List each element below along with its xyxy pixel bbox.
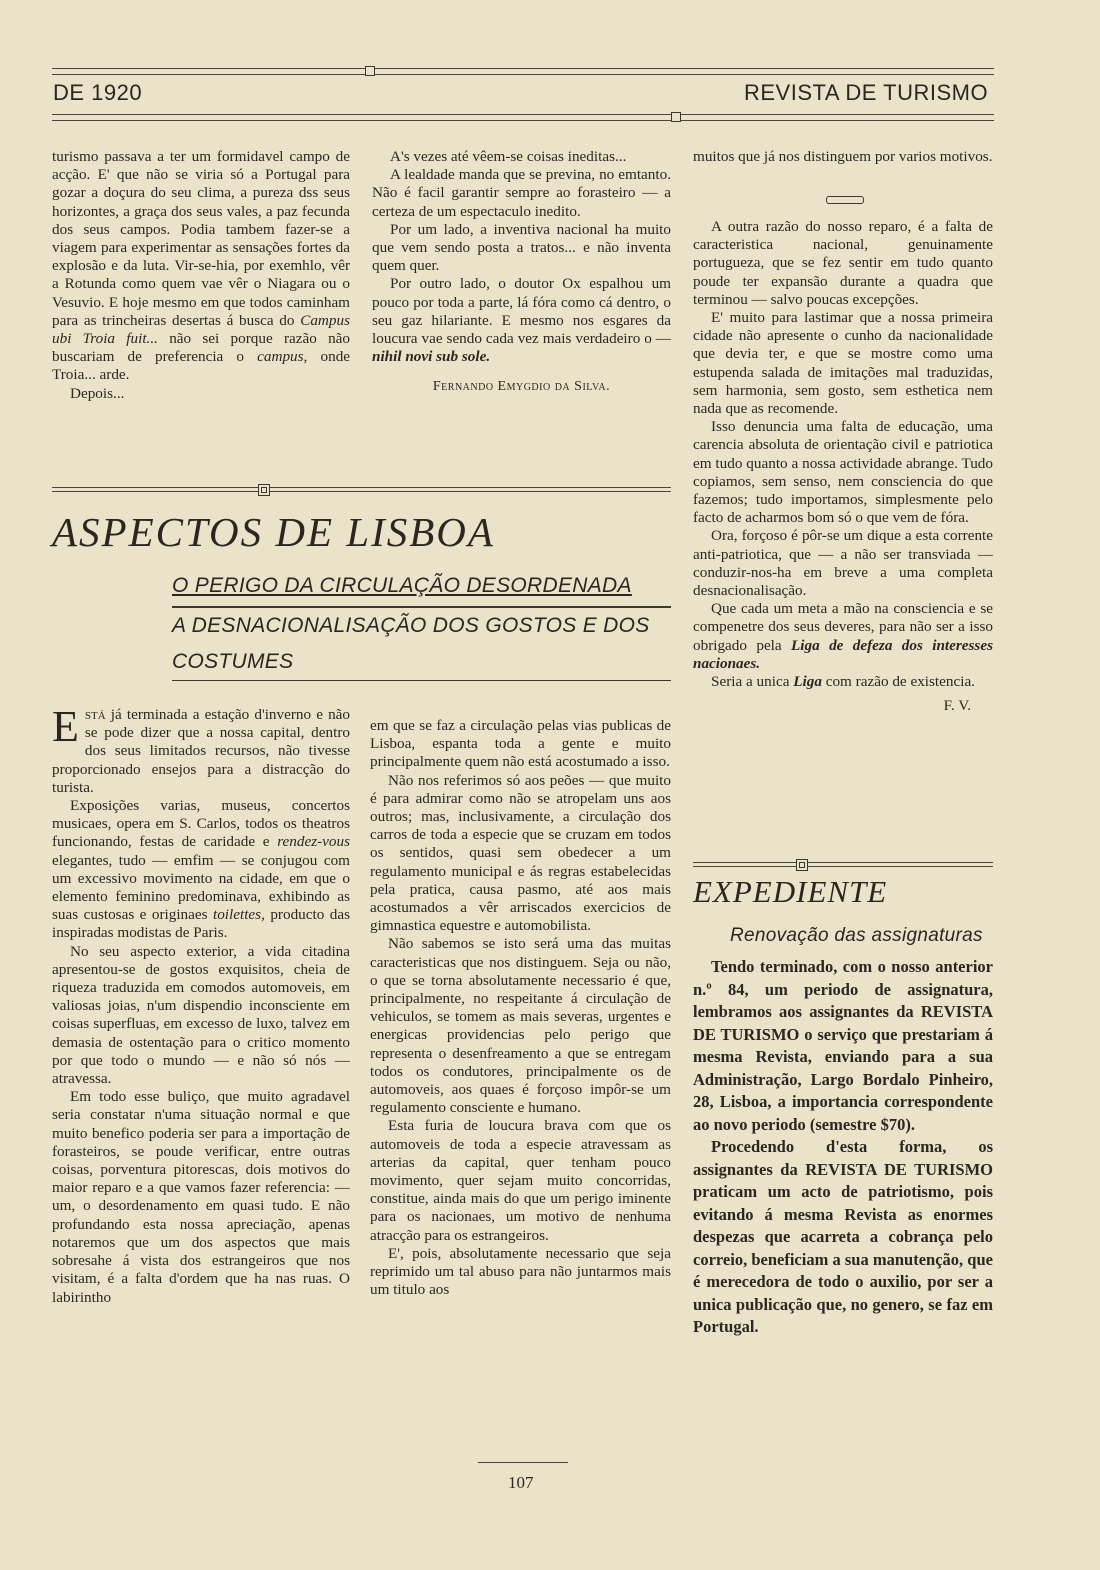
- paragraph: A's vezes até vêem-se coisas ineditas...: [390, 148, 627, 165]
- paragraph: No seu aspecto exterior, a vida citadina apresentou-se de gostos exquisitos, cheia de riqueza traduzida em comodos automoveis, em valiosas joias, n'um dispendio inconsciente em coisas superfluas, em excesso de luxo, talvez em demasia de ostentação para o critico momento por que todo o mundo — e não só nós — atravessa.: [52, 942, 350, 1088]
- expediente-body: [693, 956, 993, 1339]
- running-head-right: REVISTA DE TURISMO: [744, 80, 989, 105]
- paragraph: Isso denuncia uma falta de educação, uma carencia absoluta de orientação civil e patriotica em tudo quanto a nossa actividade abrange. Tudo copiamos, sem senso, nem consciencia do que fazemos; tudo importamos, simplesmente pelo facto de acharmos bom só o que vem de fóra.: [693, 418, 993, 527]
- running-head-left: DE 1920: [53, 80, 143, 105]
- paragraph: E', pois, absolutamente necessario que seja reprimido um tal abuso para não juntarmos mais um titulo aos: [370, 1244, 671, 1299]
- paragraph: Em todo esse buliço, que muito agradavel seria constatar n'uma situação normal e que muito benefico poderia ser para a importação de forasteiros, se poude verificar, entre outras coisas, porventura pitorescas, dois motivos do maior reparo e a que vamos fazer referencia: — um, o desordenamento em quasi tudo. E não profundando esta nossa apreciação, apenas notaremos que um dos aspectos que mais sobresahe á vista dos estrangeiros que nos visitam, é a falta d'ordem que ha nas ruas. O labirintho: [52, 1088, 350, 1306]
- paragraph: Procedendo d'esta forma, os assignantes da REVISTA DE TURISMO praticam um acto de patriotismo, pois evitando á mesma Revista as enormes despezas que acarreta a cobrança pelo correio, beneficiam a sua manutenção, que é merecedora de todo o auxilio, por ser a unica publicação que, no genero, se faz em Portugal.: [693, 1137, 993, 1336]
- text: não sei porque razão não buscariam de preferencia o: [52, 330, 351, 366]
- italic-word: Liga: [793, 673, 822, 691]
- text: já terminada a estação d'inverno e não se pode dizer que a nossa capital, dentro dos seus limitados recursos, não tivesse proporcionado ensejos para a distracção do turista.: [52, 706, 350, 796]
- subtitle-divider: [172, 680, 671, 681]
- article-separator-rule: [52, 487, 671, 492]
- latin-phrase: nihil novi sub sole.: [372, 348, 491, 366]
- page-number-rule: [478, 1462, 568, 1463]
- expediente-separator-ornament: [796, 859, 808, 871]
- article-column-3: [693, 218, 993, 715]
- text: Exposições varias, museus, concertos musicaes, opera em S. Carlos, todos os theatros funcionando, festas de caridade e: [52, 797, 350, 851]
- latin-phrase: Campus ubi Troia fuit...: [52, 311, 350, 348]
- expediente-separator-rule: [693, 862, 993, 867]
- text: onde Troia... arde.: [52, 348, 351, 384]
- text: producto das inspiradas modistas de Paris.: [52, 906, 351, 942]
- paragraph: Esta furia de loucura brava com que os automoveis de toda a especie atravessam as arterias da capital, quer tenham pouco movimento, quer sejam muito concorridas, constitue, ainda mais do que um perigo iminente para os nacionaes, um motivo de nenhuma atracção para os estrangeiros.: [370, 1117, 671, 1244]
- section-ornament: [826, 196, 864, 204]
- signature: Fernando Emygdio da Silva.: [432, 379, 611, 395]
- article-title: ASPECTOS DE LISBOA: [52, 509, 495, 555]
- signature: F. V.: [943, 697, 971, 715]
- header-bottom-ornament: [671, 112, 681, 122]
- article-column-1: [52, 702, 351, 1307]
- top-column-2: [372, 148, 671, 397]
- italic-phrase: rendez-vous: [277, 833, 351, 851]
- paragraph: Tendo terminado, com o nosso anterior n.º 84, um periodo de assignatura, lembramos aos assignantes da REVISTA DE TURISMO o serviço que prestariam á mesma Revista, enviando para a sua Administração, Largo Bordalo Pinheiro, 28, Lisboa, a importancia correspondente ao novo periodo (semestre $70).: [693, 957, 993, 1134]
- top-column-3: [693, 148, 993, 166]
- article-separator-ornament: [258, 484, 270, 496]
- paragraph: A outra razão do nosso reparo, é a falta de caracteristica nacional, genuinamente portugueza, que se fez sentir em tudo quanto poude ter expansão durante a quadra que terminou — salvo poucas excepções.: [693, 218, 993, 308]
- text: elegantes, tudo — emfim — se conjugou com um excessivo movimento na cidade, em que o elemento feminino predominava, exhibindo as suas custosas e originaes: [52, 851, 350, 924]
- article-subtitle-1: O PERIGO DA CIRCULAÇÃO DESORDENADA: [172, 574, 632, 597]
- italic-word: campus,: [257, 348, 308, 366]
- paragraph: Por um lado, a inventiva nacional ha muito que vem sendo posta a tratos... e não inventa quem quer.: [372, 220, 671, 275]
- top-column-1: [52, 148, 350, 403]
- paragraph: Não nos referimos só aos peões — que muito é para admirar como não se atropelam uns aos outros; mas, inclusivamente, a circulação dos carros de toda a especie que se cruzam em todos os sentidos, quasi sem obedecer a um regulamento municipal e ás regras estabelecidas pela pratica, causa pasmo, até aos mais acostumados a vêr arriscados exercicios de gimnastica equestre e automobilista.: [370, 771, 671, 935]
- italic-phrase: Liga de defeza dos interesses nacionaes.: [693, 636, 993, 672]
- paragraph: em que se faz a circulação pelas vias publicas de Lisboa, espanta toda a gente e muito principalmente quem não está acostumado a isso.: [370, 717, 671, 771]
- paragraph: Não sabemos se isto será uma das muitas caracteristicas que nos distinguem. Seja ou não, o que se torna absolutamente necessario é que, principalmente, no respeitante á circulação de vehiculos, se tomem as mais severas, urgentes e energicas providencias pelo perigo que representa o desenfreamento a que se entregam todos os condutores, principalmente os de automoveis, aos quaes é forçoso impôr-se um regulamento consciente e humano.: [370, 935, 671, 1117]
- header-top-rule: [52, 68, 994, 75]
- header-bottom-rule: [52, 114, 994, 121]
- drop-cap: E: [52, 702, 79, 751]
- article-subtitle-2: A DESNACIONALISAÇÃO DOS GOSTOS E DOS COSTUMES: [172, 614, 650, 673]
- italic-word: toilettes,: [212, 906, 265, 924]
- article-column-2: [370, 717, 671, 1300]
- expediente-title: EXPEDIENTE: [693, 874, 888, 909]
- page-number: 107: [508, 1473, 534, 1492]
- text: turismo passava a ter um formidavel campo de acção. E' que não se viria só a Portugal para gozar a doçura do seu clima, a pureza dss seus horizontes, a graça dos seus vales, a paz fecunda dos seus campos. Podia tambem fazer-se a viagem para experimentar as sensações fortes da explosão e da luta. Vir-se-hia, por exemhlo, vêr a Rotunda como quem vae vêr o Niagara ou o Vesuvio. E hoje mesmo em que todos caminham para as trincheiras desertas á busca do: [52, 148, 350, 329]
- small-caps: stá: [84, 706, 106, 723]
- text: Depois...: [70, 384, 125, 402]
- paragraph: muitos que já nos distinguem por varios motivos.: [693, 148, 993, 165]
- expediente-subtitle: Renovação das assignaturas: [730, 925, 983, 946]
- paragraph: A lealdade manda que se previna, no emtanto. Não é facil garantir sempre ao forasteiro — a certeza de um espectaculo inedito.: [372, 166, 671, 220]
- text: Que cada um meta a mão na consciencia e se compenetre dos seus deveres, para não ser a isso obrigado pela: [693, 600, 993, 654]
- text: com razão de existencia.: [825, 673, 975, 691]
- text: Seria a unica: [711, 673, 790, 691]
- paragraph: Ora, forçoso é pôr-se um dique a esta corrente anti-patriotica, que — a não ser transviada — conduzir-nos-ha em breve a uma completa desnacionalisação.: [693, 527, 993, 600]
- header-top-ornament: [365, 66, 375, 76]
- text: Por outro lado, o doutor Ox espalhou um pouco por toda a parte, lá fóra como cá dentro, o seu gaz hilariante. E mesmo nos esgares da loucura vae sendo cada vez mais verdadeiro o —: [372, 275, 671, 348]
- paragraph: E' muito para lastimar que a nossa primeira cidade não apresente o cunho da nacionalidade que devia ter, e que se mostre como uma estupenda salada de imitações mal traduzidas, sem harmonia, sem gosto, sem esthetica nem nada que as recomende.: [693, 309, 993, 418]
